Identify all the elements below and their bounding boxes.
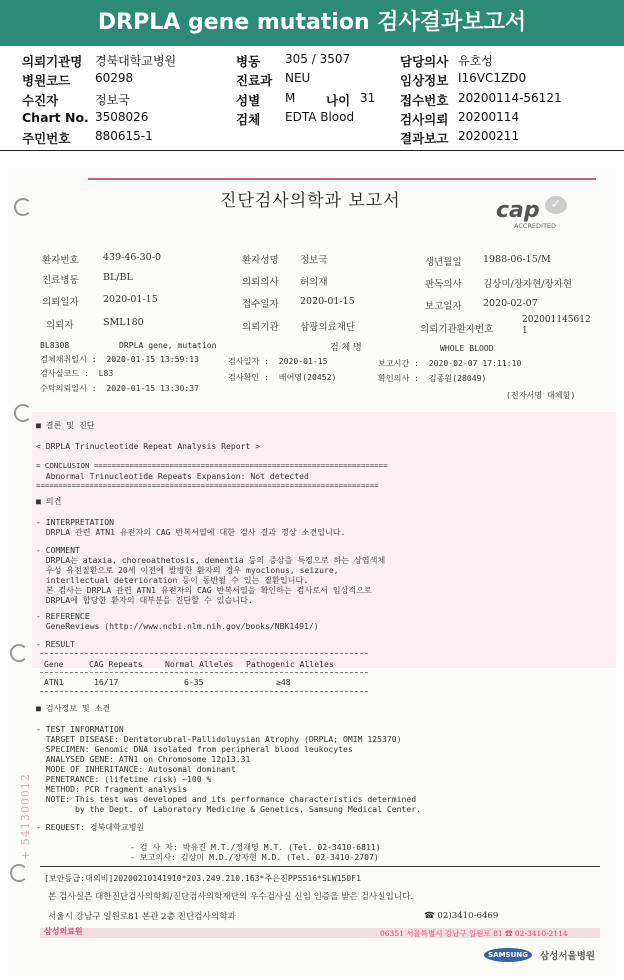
info-label: 환자성명 (242, 255, 279, 266)
test-info-line: TARGET DISEASE: Dentatorubral-Pallidoluysian Atrophy (DRPLA; OMIM 125370) (36, 734, 402, 744)
result-normal: 6-35 (184, 677, 204, 687)
report-time: 보고시간 : 2020-02-07 17:11:10 (378, 358, 522, 368)
comment-line: interllectual deterioration 등이 동반될 수 있는 질환입니다. (36, 575, 309, 585)
result-table-rule (40, 691, 368, 692)
interpretation-body: DRPLA 관련 ATN1 유전자의 CAG 반복서열에 대한 검사 결과 정상 소견입니다. (36, 527, 346, 537)
info-value: 김상미/장자현/장자현 (483, 279, 572, 290)
signer-line: - 보고의사: 김상미 M.D./장자현 M.D. (Tel. 02-3410-2707) (130, 852, 379, 862)
value-result-report: 20200211 (458, 129, 520, 143)
result-table-rule (40, 653, 368, 654)
value-chart-no: 3508026 (95, 110, 149, 124)
result-cag: 16/17 (94, 677, 119, 687)
info-label: 환자번호 (42, 255, 79, 266)
report-banner-title: DRPLA gene mutation 검사결과보고서 (0, 0, 624, 46)
info-value: 2020-02-07 (483, 298, 538, 309)
collection-time: 검체채취일시 : 2020-01-15 13:59:13 (40, 354, 199, 364)
value-clinical-info: I16VC1ZD0 (458, 71, 527, 85)
result-head: - RESULT (36, 639, 75, 649)
test-code: BL8308 (40, 340, 70, 350)
info-label: 의뢰기관 (242, 322, 279, 333)
punch-hole-icon (10, 644, 28, 662)
label-department: 진료과 (236, 73, 273, 88)
top-red-rule (88, 178, 596, 180)
test-confirm: 검사확인 : 배어영(20452) (228, 372, 337, 382)
info-value: 삼광의료재단 (300, 322, 356, 333)
section-opinion: ■ 의견 (36, 496, 62, 506)
label-chart-no: Chart No. (22, 110, 89, 125)
value-receipt-no: 20200114-56121 (458, 91, 562, 105)
value-age: 31 (360, 91, 376, 105)
info-label: 보고일자 (425, 301, 462, 312)
info-value: BL/BL (103, 272, 133, 283)
punch-hole-icon (10, 864, 28, 882)
info-value: 2020-01-15 (103, 294, 158, 305)
info-value: 1988-06-15/M (483, 254, 551, 265)
side-serial: + 541300012 (18, 773, 32, 860)
test-info-line: SPECIMEN: Genomic DNA isolated from peripheral blood leukocytes (36, 744, 353, 754)
test-info-line: MODE OF INHERITANCE: Autosomal dominant (36, 764, 236, 774)
header-divider (0, 150, 624, 151)
conclusion-body: Abnormal Trinucleotide Repeats Expansion: Not detected (36, 471, 309, 481)
cap-accredited-text: ACCREDITED (514, 222, 557, 230)
comment-line: 우성 유전질환으로 20세 이전에 발병한 환자의 경우 myoclonus, seizure, (36, 565, 339, 575)
value-hospital-code: 60298 (95, 71, 134, 85)
info-label: 의뢰의사 (242, 277, 279, 288)
label-patient: 수진자 (22, 93, 59, 108)
info-label: 의뢰자 (46, 320, 74, 331)
result-col-cag: CAG Repeats (89, 659, 143, 669)
report-name: < DRPLA Trinucleotide Repeat Analysis Report > (36, 441, 261, 451)
result-gene: ATN1 (44, 677, 64, 687)
test-info-line: PENETRANCE: (lifetime risk) ~100 % (36, 774, 212, 784)
received-time: 수탁의뢰일시 : 2020-01-15 13:30:37 (40, 383, 199, 393)
test-info-line: NOTE: This test was developed and its performance characteristics determined (36, 794, 417, 804)
info-value: 2020-01-15 (300, 296, 355, 307)
label-requesting-org: 의뢰기관명 (22, 54, 83, 69)
value-sex: M (285, 91, 296, 105)
info-value: 정보국 (300, 255, 328, 266)
label-sex: 성별 (236, 93, 261, 108)
confirm-doctor: 확인의사 : 김종원(28049) (378, 373, 487, 383)
value-patient: 정보국 (95, 93, 130, 107)
label-age: 나이 (326, 93, 351, 108)
value-doctor: 유호성 (458, 54, 493, 68)
info-value: SML180 (103, 317, 144, 328)
value-specimen: EDTA Blood (285, 110, 355, 124)
info-label: 생년월일 (425, 257, 462, 268)
footer-rule (40, 866, 600, 867)
label-test-request: 검사의뢰 (400, 112, 449, 127)
request-line: - REQUEST: 경북대학교병원 (36, 822, 145, 832)
test-info-line: METHOD: PCR fragment analysis (36, 784, 188, 794)
reference-head: - REFERENCE (36, 611, 90, 621)
value-resident-no: 880615-1 (95, 129, 153, 143)
lab-address: 서울시 강남구 일원로81 본관 2층 진단검사의학과 (48, 912, 236, 922)
samsung-hospital-name: 삼성서울병원 (540, 951, 596, 962)
punch-hole-icon (14, 404, 32, 422)
label-result-report: 결과보고 (400, 131, 449, 146)
comment-line: 본 검사는 DRPLA 관련 ATN1 유전자의 CAG 반복서열을 확인하는 검사로서 임상적으로 (36, 585, 372, 595)
value-test-request: 20200114 (458, 110, 520, 124)
reference-body: GeneReviews (http://www.ncbi.nlm.nih.gov/books/NBK1491/) (36, 621, 319, 631)
section-test-info: ■ 검사정보 및 소견 (36, 703, 111, 713)
result-col-pathogenic: Pathogenic Alleles (246, 659, 334, 669)
samsung-mark: SAMSUNG (484, 948, 532, 962)
label-specimen: 검체 (236, 112, 261, 127)
specimen-value: WHOLE BLOOD (440, 343, 494, 353)
info-label: 의뢰기관환자번호 (420, 324, 494, 335)
punch-hole-icon (14, 198, 32, 216)
result-col-gene: Gene (44, 659, 64, 669)
info-label: 접수일자 (242, 299, 279, 310)
interpretation-head: - INTERPRETATION (36, 517, 114, 527)
cap-logo-text: cap (496, 198, 540, 223)
label-resident-no: 주민번호 (22, 131, 71, 146)
security-line: [보안등급:대외비]20200210141910*203.249.210.163*주은진PP5516*SLW150F1 (44, 873, 361, 883)
test-name: DRPLA gene, mutation (119, 340, 217, 350)
info-label: 진료병동 (42, 275, 79, 286)
result-table-rule (40, 672, 368, 673)
doc-title: 진단검사의학과 보고서 (220, 191, 401, 211)
certification-text: 본 검사실은 대한진단검사의학회/진단검사의학재단의 우수검사실 신임 인증을 받은 검사실입니다. (48, 892, 414, 902)
footer-address: 06351 서울특별시 강남구 일원로 81 ☎ 02-3410-2114 (380, 929, 568, 938)
lab-phone: ☎ 02)3410-6469 (424, 911, 499, 921)
comment-head: - COMMENT (36, 545, 80, 555)
result-col-normal: Normal Alleles (165, 659, 234, 669)
info-label: 의뢰일자 (42, 297, 79, 308)
label-hospital-code: 병원코드 (22, 73, 71, 88)
label-clinical-info: 임상정보 (400, 73, 449, 88)
footer-org: 삼성의료원 (44, 926, 83, 936)
checkmark-icon: ✓ (545, 196, 567, 214)
result-pathogenic: ≥48 (276, 677, 291, 687)
specimen-label: 검 체 명 (330, 343, 362, 353)
e-signature-note: (전자서명 대체함) (506, 390, 576, 400)
test-info-line: - TEST INFORMATION (36, 724, 124, 734)
value-department: NEU (285, 71, 311, 85)
test-info-line: ANALYSED GENE: ATN1 on Chromosome 12p13.31 (36, 754, 251, 764)
comment-line: DRPLA는 ataxia, choreoathetosis, dementia 등의 증상을 특징으로 하는 상염색체 (36, 555, 386, 565)
conclusion-tail: ============================================================================= (36, 481, 379, 490)
label-doctor: 담당의사 (400, 54, 449, 69)
signer-line: - 검 사 자: 박유진 M.T./정재영 M.T. (Tel. 02-3410-6811) (130, 842, 381, 852)
label-receipt-no: 접수번호 (400, 93, 449, 108)
value-requesting-org: 경북대학교병원 (95, 54, 177, 68)
info-value: 허의재 (300, 277, 328, 288)
conclusion-head: = CONCLUSION ================================================================== (36, 461, 388, 470)
section-conclusion-diagnosis: ■ 결론 및 진단 (36, 420, 95, 430)
info-label: 판독의사 (425, 279, 462, 290)
lab-code: 검사실코드 : L83 (40, 368, 114, 378)
label-ward: 병동 (236, 54, 261, 69)
value-ward: 305 / 3507 (285, 52, 351, 66)
test-info-line: by the Dept. of Laboratory Medicine & Genetics, Samsung Medical Center. (36, 804, 421, 814)
info-value: 439-46-30-0 (103, 252, 161, 263)
comment-line: DRPLA에 합당한 환자의 대부분을 진단할 수 있습니다. (36, 595, 253, 605)
test-date: 검사일자 : 2020-01-15 (228, 356, 328, 366)
info-value: 202001145612 1 (522, 315, 591, 336)
